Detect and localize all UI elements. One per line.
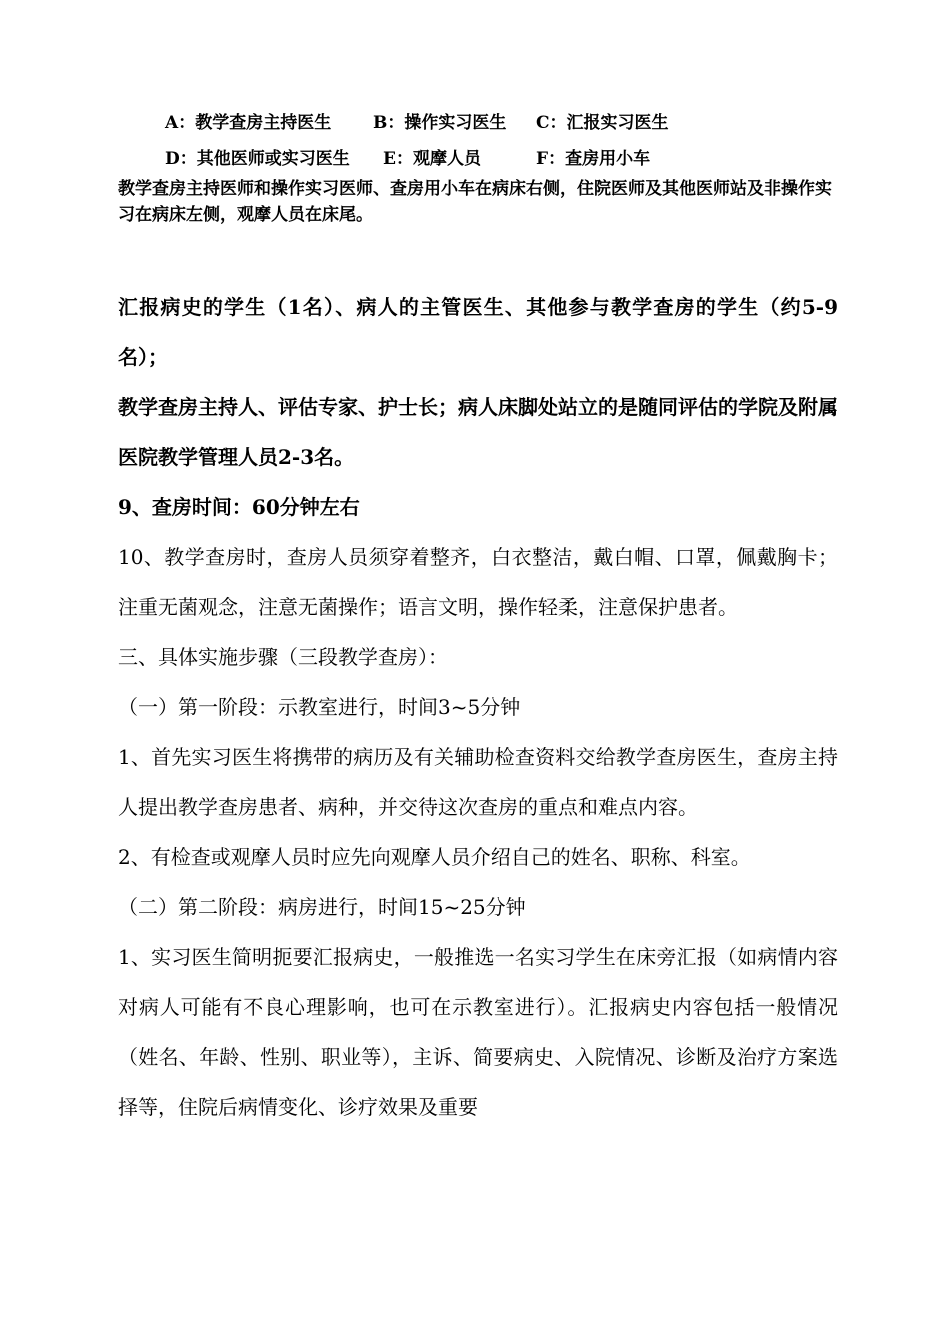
legend-item-e: E：观摩人员 — [383, 149, 481, 169]
paragraph-rounds-time — [118, 482, 838, 532]
legend-item-c: C：汇报实习医生 — [536, 113, 669, 133]
paragraph-hosts: 教学查房主持人、评估专家、护士长；病人床脚处站立的是随同评估的学院及附属医院教学管理人员2-3名。 — [118, 395, 838, 469]
paragraph-stage-one-item-2: 2、有检查或观摩人员时应先向观摩人员介绍自己的姓名、职称、科室。 — [118, 845, 751, 869]
subsection-stage-one: （一）第一阶段：示教室进行，时间3~5分钟 — [118, 695, 521, 719]
paragraph-students: 汇报病史的学生（1名）、病人的主管医生、其他参与教学查房的学生（约5-9名）； — [118, 295, 838, 369]
legend-row-2 — [165, 148, 650, 170]
legend-item-b: B：操作实习医生 — [373, 113, 507, 133]
subsection-stage-two: （二）第二阶段：病房进行，时间15~25分钟 — [118, 895, 526, 919]
section-heading-steps: 三、具体实施步骤（三段教学查房）： — [118, 645, 448, 669]
rounds-time-text: 9、查房时间：60分钟左右 — [118, 495, 360, 519]
legend-item-d: D：其他医师或实习医生 — [165, 149, 350, 169]
legend-item-f: F：查房用小车 — [536, 149, 651, 169]
paragraph-dress-code: 10、教学查房时，查房人员须穿着整齐，白衣整洁，戴白帽、口罩，佩戴胸卡；注重无菌观念，注意无菌操作；语言文明，操作轻柔，注意保护患者。 — [118, 545, 838, 619]
body-text — [118, 282, 838, 1132]
legend-row-1 — [165, 112, 669, 134]
positioning-note: 教学查房主持医师和操作实习医师、查房用小车在病床右侧，住院医师及其他医师站及非操作实习在病床左侧，观摩人员在床尾。 — [118, 179, 832, 225]
paragraph-stage-two-item-1: 1、实习医生简明扼要汇报病史，一般推选一名实习学生在床旁汇报（如病情内容对病人可能有不良心理影响，也可在示教室进行）。汇报病史内容包括一般情况（姓名、年龄、性别、职业等），主诉、简要病史、入院情况、诊断及治疗方案选择等，住院后病情变化、诊疗效果及重要 — [118, 945, 838, 1119]
paragraph-stage-one-item-1: 1、首先实习医生将携带的病历及有关辅助检查资料交给教学查房医生，查房主持人提出教学查房患者、病种，并交待这次查房的重点和难点内容。 — [118, 745, 838, 819]
legend-item-a: A：教学查房主持医生 — [165, 113, 332, 133]
